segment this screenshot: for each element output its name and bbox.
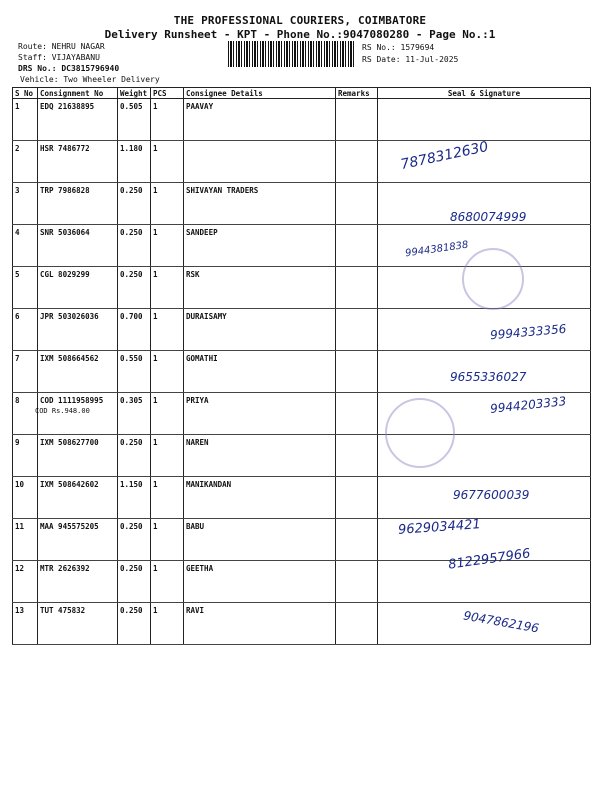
cell-pcs: 1 <box>151 435 184 477</box>
company-title: THE PROFESSIONAL COURIERS, COIMBATORE <box>173 14 427 27</box>
col-header: Weight <box>118 88 151 99</box>
cell-pcs: 1 <box>151 183 184 225</box>
cell-remarks <box>336 267 378 309</box>
cell-sno: 2 <box>13 141 38 183</box>
cell-remarks <box>336 99 378 141</box>
handwritten-phone: 9994333356 <box>489 321 567 343</box>
cell-cno: HSR 7486772 <box>38 141 118 183</box>
seal-stamp <box>462 248 524 310</box>
cell-cno: MAA 945575205 <box>38 519 118 561</box>
cell-pcs: 1 <box>151 141 184 183</box>
cell-name: RSK <box>184 267 336 309</box>
barcode <box>228 41 354 67</box>
cell-sno: 5 <box>13 267 38 309</box>
cell-cno: IXM 508664562 <box>38 351 118 393</box>
cell-name: RAVI <box>184 603 336 645</box>
runsheet-subtitle: Delivery Runsheet - KPT - Phone No.:9047080280 - Page No.:1 <box>104 28 496 41</box>
cell-sno: 8 <box>13 393 38 435</box>
cell-wt: 0.550 <box>118 351 151 393</box>
vehicle-label: Vehicle: Two Wheeler Delivery <box>20 75 160 84</box>
col-header: Consignment No <box>38 88 118 99</box>
table-row <box>13 561 591 603</box>
col-header: Seal & Signature <box>378 88 591 99</box>
table-header-row <box>13 88 591 99</box>
cell-name: GOMATHI <box>184 351 336 393</box>
cell-name: SHIVAYAN TRADERS <box>184 183 336 225</box>
cell-pcs: 1 <box>151 393 184 435</box>
cell-remarks <box>336 561 378 603</box>
cell-sno: 13 <box>13 603 38 645</box>
col-header: PCS <box>151 88 184 99</box>
cell-name: PAAVAY <box>184 99 336 141</box>
cell-sno: 7 <box>13 351 38 393</box>
cell-sno: 1 <box>13 99 38 141</box>
cell-remarks <box>336 393 378 435</box>
cell-remarks <box>336 603 378 645</box>
cell-wt: 1.150 <box>118 477 151 519</box>
cell-remarks <box>336 309 378 351</box>
handwritten-phone: 7878312630 <box>399 138 490 174</box>
col-header: S No <box>13 88 38 99</box>
cell-remarks <box>336 183 378 225</box>
cell-name <box>184 141 336 183</box>
cell-name: BABU <box>184 519 336 561</box>
cell-name: SANDEEP <box>184 225 336 267</box>
cell-remarks <box>336 435 378 477</box>
cell-remarks <box>336 225 378 267</box>
cell-cno: IXM 508642602 <box>38 477 118 519</box>
cell-cno: MTR 2626392 <box>38 561 118 603</box>
cell-remarks <box>336 141 378 183</box>
handwritten-phone: 8680074999 <box>450 210 527 224</box>
cell-pcs: 1 <box>151 309 184 351</box>
cell-wt: 0.250 <box>118 435 151 477</box>
cell-wt: 0.250 <box>118 603 151 645</box>
cell-wt: 0.250 <box>118 183 151 225</box>
cell-wt: 0.250 <box>118 267 151 309</box>
rs-date: RS Date: 11-Jul-2025 <box>362 55 459 64</box>
col-header: Consignee Details <box>184 88 336 99</box>
cell-name: GEETHA <box>184 561 336 603</box>
cell-remarks <box>336 351 378 393</box>
cell-pcs: 1 <box>151 99 184 141</box>
cell-remarks <box>336 477 378 519</box>
cell-wt: 1.180 <box>118 141 151 183</box>
cell-name: MANIKANDAN <box>184 477 336 519</box>
cell-pcs: 1 <box>151 225 184 267</box>
cell-pcs: 1 <box>151 477 184 519</box>
cell-name: NAREN <box>184 435 336 477</box>
table-row <box>13 141 591 183</box>
handwritten-phone: 9677600039 <box>453 488 530 502</box>
cell-pcs: 1 <box>151 267 184 309</box>
cell-sno: 11 <box>13 519 38 561</box>
cell-pcs: 1 <box>151 351 184 393</box>
handwritten-phone: 9944203333 <box>489 394 567 416</box>
handwritten-phone: 9047862196 <box>462 608 540 636</box>
cell-name: DURAISAMY <box>184 309 336 351</box>
cell-cno: TUT 475832 <box>38 603 118 645</box>
cell-cno: COD 1111958995 <box>38 393 118 435</box>
cell-pcs: 1 <box>151 519 184 561</box>
cell-name: PRIYA <box>184 393 336 435</box>
cell-sno: 10 <box>13 477 38 519</box>
handwritten-phone: 9655336027 <box>450 370 527 384</box>
handwritten-phone: 9629034421 <box>397 517 482 538</box>
staff-label: Staff: VIJAYABANU <box>18 53 100 62</box>
drs-label: DRS No.: DC3815796940 <box>18 64 120 73</box>
cell-signature <box>378 99 591 141</box>
cell-cno: SNR 5036064 <box>38 225 118 267</box>
handwritten-phone: 9944381838 <box>404 239 470 260</box>
cell-remarks <box>336 519 378 561</box>
cell-wt: 0.250 <box>118 225 151 267</box>
table-row <box>13 435 591 477</box>
table-row <box>13 99 591 141</box>
route-label: Route: NEHRU NAGAR <box>18 42 105 51</box>
cell-sno: 4 <box>13 225 38 267</box>
cell-wt: 0.700 <box>118 309 151 351</box>
cell-cno: CGL 8029299 <box>38 267 118 309</box>
cod-amount: COD Rs.948.00 <box>35 407 90 415</box>
rs-number: RS No.: 1579694 <box>362 43 435 52</box>
cell-pcs: 1 <box>151 603 184 645</box>
cell-cno: IXM 508627700 <box>38 435 118 477</box>
cell-cno: JPR 503026036 <box>38 309 118 351</box>
cell-wt: 0.250 <box>118 561 151 603</box>
handwritten-phone: 8122957966 <box>447 546 532 573</box>
cell-cno: TRP 7986828 <box>38 183 118 225</box>
cell-wt: 0.305 <box>118 393 151 435</box>
cell-sno: 12 <box>13 561 38 603</box>
col-header: Remarks <box>336 88 378 99</box>
cell-wt: 0.250 <box>118 519 151 561</box>
cell-wt: 0.505 <box>118 99 151 141</box>
cell-sno: 3 <box>13 183 38 225</box>
cell-pcs: 1 <box>151 561 184 603</box>
cell-sno: 9 <box>13 435 38 477</box>
cell-cno: EDQ 21638895 <box>38 99 118 141</box>
cell-sno: 6 <box>13 309 38 351</box>
seal-stamp <box>385 398 455 468</box>
